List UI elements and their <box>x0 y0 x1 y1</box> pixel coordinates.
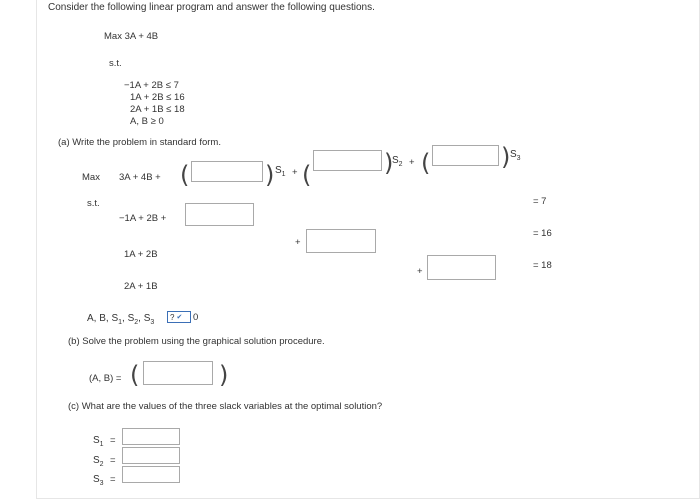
constraint-row-1: −1A + 2B + <box>119 213 167 224</box>
s1-answer-input[interactable] <box>122 428 180 445</box>
s2-var: $S_2$ <box>392 155 403 168</box>
plus-sign: + <box>409 157 415 168</box>
constraint-list <box>124 80 185 128</box>
row2-input[interactable] <box>306 229 376 253</box>
close-paren: ) <box>501 143 511 171</box>
nonnegativity-vars: A, B, $S_1$, $S_2$, $S_3$ <box>87 313 155 326</box>
close-paren: ) <box>265 161 275 189</box>
open-paren: ( <box>302 161 312 189</box>
constraint-2: 1A + 2B ≤ 16 <box>130 92 185 103</box>
equals-sign: = <box>110 435 116 446</box>
close-paren: ) <box>384 149 394 177</box>
objective-terms: 3A + 4B + <box>119 172 161 183</box>
objective-function: Max 3A + 4B <box>104 31 159 42</box>
plus-sign: + <box>295 237 301 248</box>
open-paren: ( <box>130 361 140 389</box>
part-c-prompt: (c) What are the values of the three slack variables at the optimal solution? <box>68 401 383 412</box>
s3-answer-input[interactable] <box>122 466 180 483</box>
constraint-row-2: 1A + 2B <box>124 249 158 260</box>
constraint-row-3: 2A + 1B <box>124 281 158 292</box>
intro-text: Consider the following linear program and answer the following questions. <box>48 2 375 13</box>
plus-sign: + <box>292 167 298 178</box>
st-label: s.t. <box>87 198 100 209</box>
s3-var: $S_3$ <box>510 149 521 162</box>
chevron-down-icon: ✔ <box>176 314 183 321</box>
s2-answer-input[interactable] <box>122 447 180 464</box>
ab-answer-input[interactable] <box>143 361 213 385</box>
subject-to-label: s.t. <box>109 58 122 69</box>
s1-label: $S_1$ <box>93 435 104 448</box>
part-a-prompt: (a) Write the problem in standard form. <box>58 137 221 148</box>
equals-sign: = <box>110 474 116 485</box>
constraint-1: −1A + 2B ≤ 7 <box>124 80 179 91</box>
s1-coefficient-input[interactable] <box>191 161 263 182</box>
s2-coefficient-input[interactable] <box>313 150 382 171</box>
close-paren: ) <box>219 361 229 389</box>
inequality-select[interactable]: ? ✔ <box>167 311 191 323</box>
part-b-prompt: (b) Solve the problem using the graphical solution procedure. <box>68 336 325 347</box>
open-paren: ( <box>421 149 431 177</box>
equals-sign: = <box>110 455 116 466</box>
s3-coefficient-input[interactable] <box>432 145 499 166</box>
row1-input[interactable] <box>185 203 254 226</box>
constraint-4: A, B ≥ 0 <box>130 116 164 127</box>
s1-var: $S_1$ <box>275 165 286 178</box>
plus-sign: + <box>417 266 423 277</box>
ab-label: (A, B) = <box>89 373 122 384</box>
s2-label: $S_2$ <box>93 455 104 468</box>
max-label: Max <box>82 172 100 183</box>
rhs-1: = 7 <box>533 196 547 207</box>
open-paren: ( <box>180 161 190 189</box>
s3-label: $S_3$ <box>93 474 104 487</box>
rhs-3: = 18 <box>533 260 552 271</box>
row3-input[interactable] <box>427 255 496 280</box>
rhs-2: = 16 <box>533 228 552 239</box>
nonnegativity-rhs: 0 <box>193 312 199 323</box>
constraint-3: 2A + 1B ≤ 18 <box>130 104 185 115</box>
